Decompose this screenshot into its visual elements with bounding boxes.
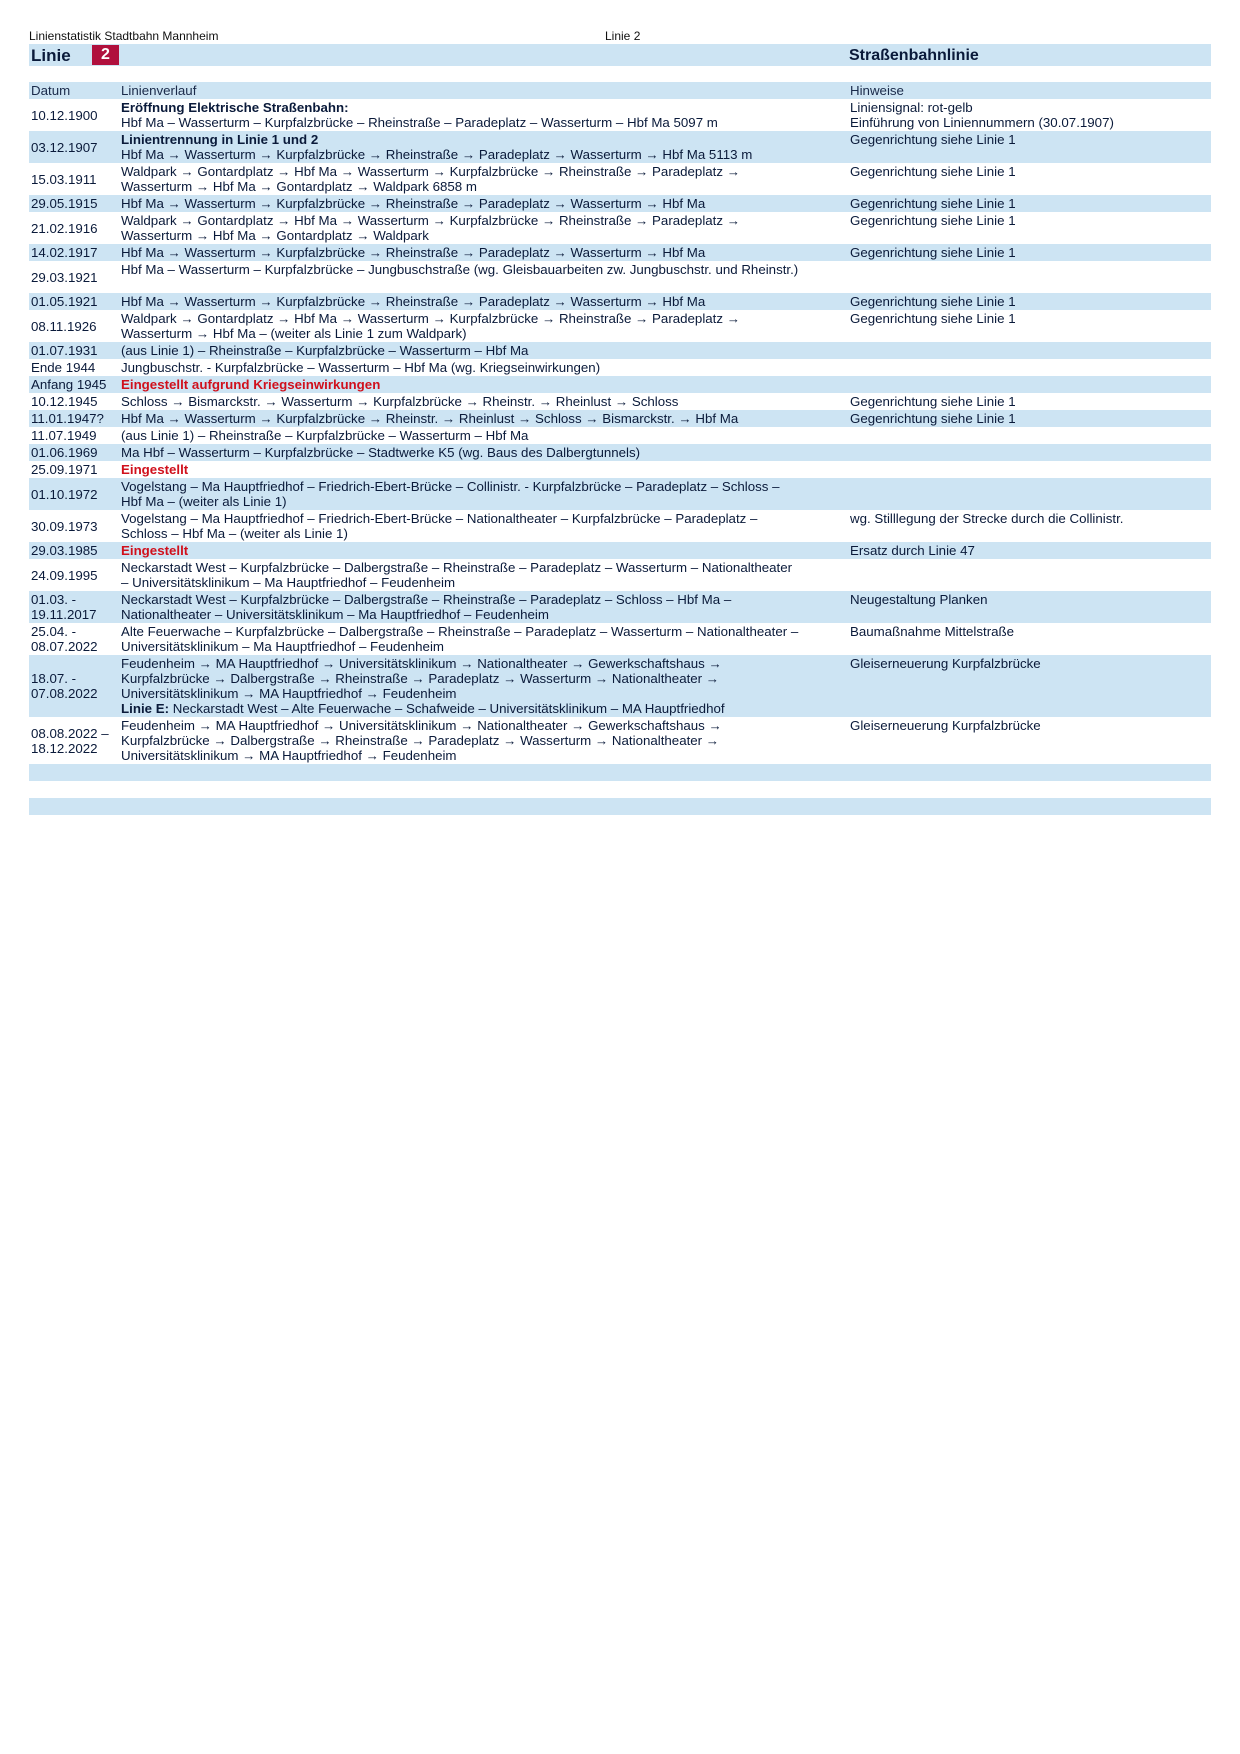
row-route-line: Waldpark → Gontardplatz → Hbf Ma → Wasserturm → Kurpfalzbrücke → Rheinstraße → Paradeplatz →: [121, 311, 741, 326]
row-route: [119, 376, 848, 393]
row-date: 29.03.1985: [29, 542, 119, 559]
row-route-line: Hbf Ma → Wasserturm → Kurpfalzbrücke → Rheinstraße → Paradeplatz → Wasserturm → Hbf Ma 5113 m: [121, 147, 753, 162]
table-row: [29, 427, 1211, 444]
row-route-line: Wasserturm → Hbf Ma → Gontardplatz → Waldpark: [121, 228, 429, 243]
row-date: 01.07.1931: [29, 342, 119, 359]
row-notes: [848, 444, 1211, 461]
table-row: [29, 293, 1211, 310]
row-route-line: Ma Hbf – Wasserturm – Kurpfalzbrücke – Stadtwerke K5 (wg. Baus des Dalbergtunnels): [121, 445, 641, 460]
row-route-line: Hbf Ma – (weiter als Linie 1): [121, 494, 287, 509]
row-notes: [848, 261, 1211, 293]
row-notes: [848, 461, 1211, 478]
row-route: [119, 195, 848, 212]
row-route-line: (aus Linie 1) – Rheinstraße – Kurpfalzbrücke – Wasserturm – Hbf Ma: [121, 428, 529, 443]
row-route: [119, 444, 848, 461]
row-route: [119, 478, 848, 510]
row-note: Neugestaltung Planken: [850, 592, 988, 607]
row-route-line: Neckarstadt West – Kurpfalzbrücke – Dalbergstraße – Rheinstraße – Paradeplatz – Schloss – Hbf Ma –: [121, 592, 732, 607]
table-row: [29, 244, 1211, 261]
document-title: Linienstatistik Stadtbahn Mannheim: [29, 29, 219, 43]
row-date: 29.05.1915: [29, 195, 119, 212]
table-row: [29, 542, 1211, 559]
row-route-line: Hbf Ma → Wasserturm → Kurpfalzbrücke → Rheinstr. → Rheinlust → Schloss → Bismarckstr. → Hbf Ma: [121, 411, 739, 426]
table-row: [29, 559, 1211, 591]
row-route: [119, 261, 848, 293]
row-notes: [848, 310, 1211, 342]
row-route-line: [121, 277, 846, 292]
row-note: Gegenrichtung siehe Linie 1: [850, 132, 1016, 147]
row-route-line: Wasserturm → Hbf Ma → Gontardplatz → Waldpark 6858 m: [121, 179, 477, 194]
row-notes: [848, 244, 1211, 261]
row-notes: [848, 131, 1211, 163]
table-row: [29, 163, 1211, 195]
table-row: [29, 410, 1211, 427]
row-route-line: Universitätsklinikum → MA Hauptfriedhof → Feudenheim: [121, 748, 457, 763]
page-label: Linie 2: [605, 29, 641, 43]
row-route-line: Jungbuschstr. - Kurpfalzbrücke – Wasserturm – Hbf Ma (wg. Kriegseinwirkungen): [121, 360, 601, 375]
row-date: 08.11.1926: [29, 310, 119, 342]
row-route-line: Feudenheim → MA Hauptfriedhof → Universitätsklinikum → Nationaltheater → Gewerkschaftshaus →: [121, 656, 722, 671]
row-date: 14.02.1917: [29, 244, 119, 261]
row-note: Gegenrichtung siehe Linie 1: [850, 164, 1016, 179]
line-number-badge: 2: [92, 45, 119, 65]
row-date: 29.03.1921: [29, 261, 119, 293]
row-date: 11.07.1949: [29, 427, 119, 444]
row-date: 01.03. - 19.11.2017: [29, 591, 119, 623]
alt-line-route: Neckarstadt West – Alte Feuerwache – Schafweide – Universitätsklinikum – MA Hauptfriedhof: [169, 701, 725, 716]
row-note: Liniensignal: rot-gelb: [850, 100, 973, 115]
row-route-line: (aus Linie 1) – Rheinstraße – Kurpfalzbrücke – Wasserturm – Hbf Ma: [121, 343, 529, 358]
row-date: 10.12.1945: [29, 393, 119, 410]
row-notes: [848, 359, 1211, 376]
row-notes: [848, 342, 1211, 359]
row-route-line: Vogelstang – Ma Hauptfriedhof – Friedrich-Ebert-Brücke – Collinistr. - Kurpfalzbrücke – Paradeplatz – Schloss –: [121, 479, 780, 494]
row-note: Gegenrichtung siehe Linie 1: [850, 213, 1016, 228]
row-route: [119, 410, 848, 427]
row-date: 01.10.1972: [29, 478, 119, 510]
row-notes: [848, 195, 1211, 212]
row-notes: [848, 655, 1211, 717]
row-route: [119, 591, 848, 623]
row-notes: [848, 591, 1211, 623]
row-note: Einführung von Liniennummern (30.07.1907): [850, 115, 1114, 130]
row-route: [119, 559, 848, 591]
row-note: Baumaßnahme Mittelstraße: [850, 624, 1015, 639]
row-route: [119, 461, 848, 478]
row-route: [119, 99, 848, 131]
row-notes: [848, 623, 1211, 655]
row-route: [119, 542, 848, 559]
linie-label: Linie: [31, 46, 71, 65]
row-date: 01.06.1969: [29, 444, 119, 461]
column-header-datum: Datum: [29, 82, 119, 99]
row-date: 11.01.1947?: [29, 410, 119, 427]
table-row: [29, 99, 1211, 131]
row-note: Gleiserneuerung Kurpfalzbrücke: [850, 656, 1041, 671]
row-date: 15.03.1911: [29, 163, 119, 195]
history-table: [29, 82, 1211, 815]
table-row: [29, 623, 1211, 655]
table-row: [29, 461, 1211, 478]
row-route: [119, 293, 848, 310]
row-notes: [848, 376, 1211, 393]
row-route: [119, 655, 848, 717]
row-notes: [848, 99, 1211, 131]
page-header: [29, 28, 1211, 43]
row-route: [119, 310, 848, 342]
row-route-line: Universitätsklinikum – Ma Hauptfriedhof – Feudenheim: [121, 639, 444, 654]
row-route: [119, 359, 848, 376]
row-route-line: Waldpark → Gontardplatz → Hbf Ma → Wasserturm → Kurpfalzbrücke → Rheinstraße → Paradeplatz →: [121, 164, 741, 179]
table-row: [29, 131, 1211, 163]
alt-line-label: Linie E:: [121, 701, 170, 716]
row-route-line: Hbf Ma → Wasserturm → Kurpfalzbrücke → Rheinstraße → Paradeplatz → Wasserturm → Hbf Ma: [121, 294, 706, 309]
table-row: [29, 261, 1211, 293]
table-row: [29, 359, 1211, 376]
row-date: 03.12.1907: [29, 131, 119, 163]
row-date: 21.02.1916: [29, 212, 119, 244]
row-route-line: – Universitätsklinikum – Ma Hauptfriedhof – Feudenheim: [121, 575, 456, 590]
table-row: [29, 510, 1211, 542]
row-alt-line: [121, 701, 846, 716]
row-event-title: Eröffnung Elektrische Straßenbahn:: [121, 100, 349, 115]
row-route-line: Universitätsklinikum → MA Hauptfriedhof → Feudenheim: [121, 686, 457, 701]
row-notes: [848, 393, 1211, 410]
row-notes: [848, 410, 1211, 427]
row-route: [119, 163, 848, 195]
row-route: [119, 131, 848, 163]
row-note: Gegenrichtung siehe Linie 1: [850, 411, 1016, 426]
row-date: 30.09.1973: [29, 510, 119, 542]
row-date: 01.05.1921: [29, 293, 119, 310]
row-note: Gegenrichtung siehe Linie 1: [850, 311, 1016, 326]
row-route: [119, 393, 848, 410]
row-notes: [848, 163, 1211, 195]
row-route: [119, 717, 848, 764]
row-route-line: Alte Feuerwache – Kurpfalzbrücke – Dalbergstraße – Rheinstraße – Paradeplatz – Wasserturm – Nationaltheater –: [121, 624, 799, 639]
table-row: [29, 393, 1211, 410]
row-note: wg. Stilllegung der Strecke durch die Collinistr.: [850, 511, 1124, 526]
row-route-line: Schloss – Hbf Ma – (weiter als Linie 1): [121, 526, 348, 541]
empty-row: [29, 781, 1211, 798]
line-type: Straßenbahnlinie: [849, 47, 979, 64]
row-note: Gleiserneuerung Kurpfalzbrücke: [850, 718, 1041, 733]
empty-row: [29, 798, 1211, 815]
row-date: Anfang 1945: [29, 376, 119, 393]
page: [29, 28, 1211, 815]
row-route-line: Nationaltheater – Universitätsklinikum – Ma Hauptfriedhof – Feudenheim: [121, 607, 549, 622]
table-row: [29, 212, 1211, 244]
row-date: 08.08.2022 – 18.12.2022: [29, 717, 119, 764]
empty-row: [29, 764, 1211, 781]
row-route-line: Neckarstadt West – Kurpfalzbrücke – Dalbergstraße – Rheinstraße – Paradeplatz – Wasserturm – Nationaltheater: [121, 560, 793, 575]
row-note: Gegenrichtung siehe Linie 1: [850, 294, 1016, 309]
row-status-closed: Eingestellt: [121, 462, 189, 477]
row-notes: [848, 293, 1211, 310]
row-route-line: Hbf Ma → Wasserturm → Kurpfalzbrücke → Rheinstraße → Paradeplatz → Wasserturm → Hbf Ma: [121, 245, 706, 260]
table-row: [29, 478, 1211, 510]
table-row: [29, 655, 1211, 717]
column-header-hinweise: Hinweise: [848, 82, 1211, 99]
row-route-line: Kurpfalzbrücke → Dalbergstraße → Rheinstraße → Paradeplatz → Wasserturm → Nationaltheater →: [121, 671, 720, 686]
table-header-row: [29, 82, 1211, 99]
row-route-line: Vogelstang – Ma Hauptfriedhof – Friedrich-Ebert-Brücke – Nationaltheater – Kurpfalzbrücke – Paradeplatz –: [121, 511, 758, 526]
line-header-band: [29, 44, 1211, 66]
table-row: [29, 310, 1211, 342]
row-route-line: Hbf Ma – Wasserturm – Kurpfalzbrücke – Rheinstraße – Paradeplatz – Wasserturm – Hbf Ma 5097 m: [121, 115, 718, 130]
row-notes: [848, 427, 1211, 444]
row-notes: [848, 212, 1211, 244]
row-route: [119, 342, 848, 359]
column-header-linienverlauf: Linienverlauf: [119, 82, 848, 99]
row-route: [119, 244, 848, 261]
row-date: 10.12.1900: [29, 99, 119, 131]
row-route: [119, 510, 848, 542]
row-route: [119, 427, 848, 444]
row-route-line: Waldpark → Gontardplatz → Hbf Ma → Wasserturm → Kurpfalzbrücke → Rheinstraße → Paradeplatz →: [121, 213, 741, 228]
row-status-closed: Eingestellt aufgrund Kriegseinwirkungen: [121, 377, 381, 392]
row-date: 24.09.1995: [29, 559, 119, 591]
row-note: Ersatz durch Linie 47: [850, 543, 975, 558]
row-route-line: Kurpfalzbrücke → Dalbergstraße → Rheinstraße → Paradeplatz → Wasserturm → Nationaltheater →: [121, 733, 720, 748]
table-row: [29, 195, 1211, 212]
row-note: Gegenrichtung siehe Linie 1: [850, 196, 1016, 211]
table-row: [29, 591, 1211, 623]
row-route: [119, 623, 848, 655]
row-notes: [848, 478, 1211, 510]
table-row: [29, 444, 1211, 461]
row-route-line: Hbf Ma – Wasserturm – Kurpfalzbrücke – Jungbuschstraße (wg. Gleisbauarbeiten zw. Jungbuschstr. und Rheinstr.): [121, 262, 799, 277]
row-notes: [848, 542, 1211, 559]
row-date: 25.09.1971: [29, 461, 119, 478]
row-date: 18.07. - 07.08.2022: [29, 655, 119, 717]
row-notes: [848, 717, 1211, 764]
row-route-line: Wasserturm → Hbf Ma – (weiter als Linie 1 zum Waldpark): [121, 326, 467, 341]
row-status-closed: Eingestellt: [121, 543, 189, 558]
table-row: [29, 342, 1211, 359]
row-route-line: Hbf Ma → Wasserturm → Kurpfalzbrücke → Rheinstraße → Paradeplatz → Wasserturm → Hbf Ma: [121, 196, 706, 211]
row-route-line: Feudenheim → MA Hauptfriedhof → Universitätsklinikum → Nationaltheater → Gewerkschaftshaus →: [121, 718, 722, 733]
row-note: Gegenrichtung siehe Linie 1: [850, 245, 1016, 260]
row-notes: [848, 559, 1211, 591]
table-row: [29, 717, 1211, 764]
row-event-title: Linientrennung in Linie 1 und 2: [121, 132, 319, 147]
table-row: [29, 376, 1211, 393]
row-note: Gegenrichtung siehe Linie 1: [850, 394, 1016, 409]
row-route: [119, 212, 848, 244]
row-date: Ende 1944: [29, 359, 119, 376]
row-date: 25.04. - 08.07.2022: [29, 623, 119, 655]
row-route-line: Schloss → Bismarckstr. → Wasserturm → Kurpfalzbrücke → Rheinstr. → Rheinlust → Schloss: [121, 394, 679, 409]
row-notes: [848, 510, 1211, 542]
